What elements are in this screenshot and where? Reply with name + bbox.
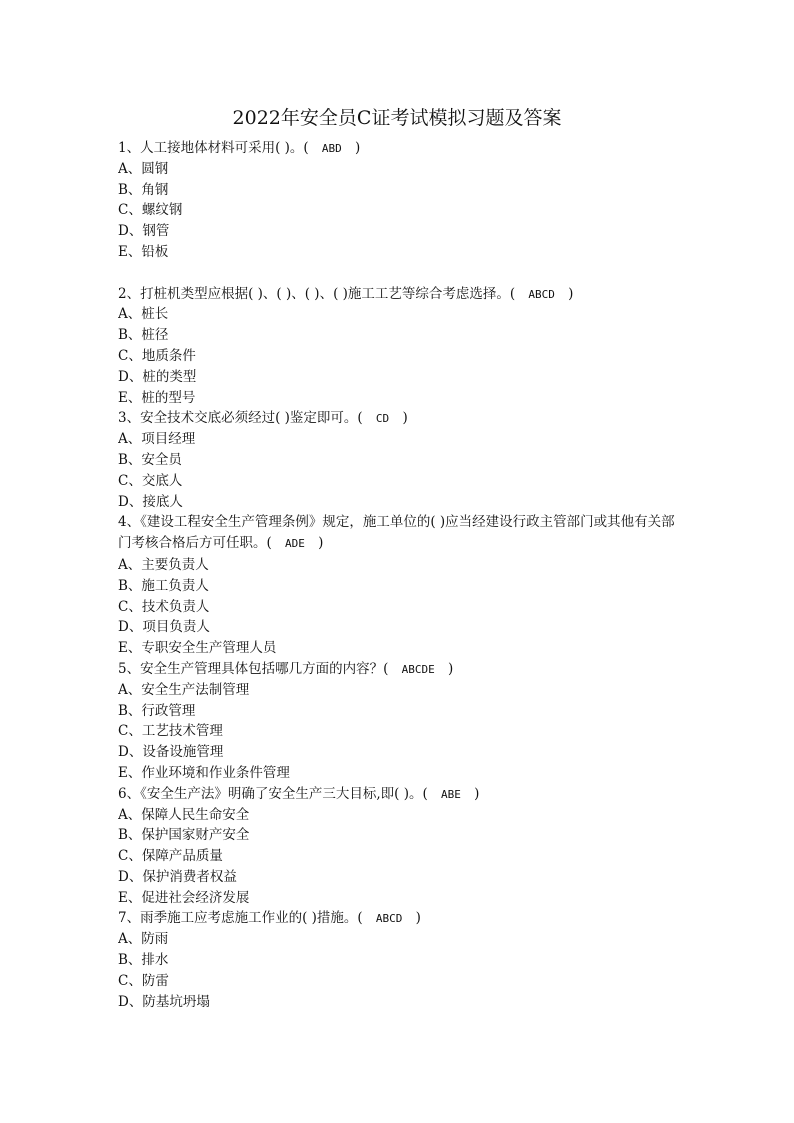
answer-close-paren: ) — [318, 535, 324, 552]
option-b: B、保护国家财产安全 — [118, 827, 250, 844]
option-d: D、项目负责人 — [118, 619, 210, 636]
question-stem — [118, 908, 684, 929]
answer-key: ABD — [308, 142, 356, 155]
option-e: E、铅板 — [118, 243, 169, 260]
answer-key: ABE — [427, 787, 475, 801]
answer-close-paren: ) — [415, 910, 421, 927]
question-stem — [118, 138, 684, 159]
option-b: B、施工负责人 — [118, 577, 209, 594]
answer-close-paren: ) — [355, 140, 361, 156]
question-7 — [118, 908, 684, 1012]
answer-key: ABCD — [362, 912, 416, 926]
option-c: C、技术负责人 — [118, 598, 210, 615]
option-d: D、接底人 — [118, 493, 183, 510]
question-text: 4、《建设工程安全生产管理条例》规定，施工单位的( )应当经建设行政主管部门或其他有关部门考核合格后方可任职。( — [118, 514, 675, 552]
option-b: B、桩径 — [118, 327, 169, 344]
option-c: C、防雷 — [118, 972, 169, 989]
question-stem — [118, 408, 684, 429]
option-d: D、防基坑坍塌 — [118, 993, 210, 1010]
option-d: D、桩的类型 — [118, 368, 197, 385]
document-title: 2022年安全员C证考试模拟习题及答案 — [232, 107, 562, 129]
question-stem — [118, 512, 684, 555]
question-text: 5、安全生产管理具体包括哪几方面的内容？( — [118, 660, 389, 677]
option-c: C、交底人 — [118, 472, 183, 489]
option-a: A、圆钢 — [118, 160, 169, 177]
option-e: E、作业环境和作业条件管理 — [118, 764, 290, 781]
option-a: A、安全生产法制管理 — [118, 681, 250, 698]
question-3 — [118, 408, 684, 512]
question-text: 1、人工接地体材料可采用( )。( — [118, 140, 309, 156]
question-6 — [118, 784, 684, 909]
blank-line — [118, 263, 684, 284]
question-stem — [118, 284, 684, 305]
option-a: A、桩长 — [118, 306, 169, 323]
option-a: A、主要负责人 — [118, 556, 209, 573]
question-4 — [118, 512, 684, 659]
option-c: C、工艺技术管理 — [118, 723, 223, 740]
option-a: A、项目经理 — [118, 431, 196, 448]
answer-key: ABCDE — [388, 662, 448, 676]
answer-key: ABCD — [515, 287, 569, 301]
option-e: E、专职安全生产管理人员 — [118, 640, 277, 657]
option-c: C、保障产品质量 — [118, 848, 223, 865]
question-text: 3、安全技术交底必须经过( )鉴定即可。( — [118, 410, 363, 427]
answer-close-paren: ) — [474, 785, 480, 802]
option-c: C、螺纹钢 — [118, 202, 183, 219]
answer-close-paren: ) — [402, 410, 408, 427]
answer-key: ADE — [271, 537, 319, 551]
option-a: A、防雨 — [118, 931, 169, 948]
question-list — [118, 138, 684, 1012]
option-d: D、设备设施管理 — [118, 744, 224, 761]
question-1 — [118, 138, 684, 263]
option-d: D、钢管 — [118, 223, 170, 240]
option-e: E、促进社会经济发展 — [118, 889, 250, 906]
question-text: 2、打桩机类型应根据( )、( )、( )、( )施工工艺等综合考虑选择。( — [118, 285, 516, 302]
answer-key: CD — [362, 412, 403, 426]
option-a: A、保障人民生命安全 — [118, 806, 250, 823]
question-text: 6、《安全生产法》明确了安全生产三大目标,即( )。( — [118, 785, 428, 802]
option-d: D、保护消费者权益 — [118, 868, 237, 885]
option-b: B、排水 — [118, 952, 169, 969]
question-stem — [118, 784, 684, 805]
question-text: 7、雨季施工应考虑施工作业的( )措施。( — [118, 910, 363, 927]
option-b: B、行政管理 — [118, 702, 196, 719]
option-b: B、角钢 — [118, 181, 169, 198]
question-5 — [118, 659, 684, 784]
option-c: C、地质条件 — [118, 347, 196, 364]
question-2 — [118, 284, 684, 409]
answer-close-paren: ) — [568, 285, 574, 302]
answer-close-paren: ) — [447, 660, 454, 677]
option-e: E、桩的型号 — [118, 389, 196, 406]
option-b: B、安全员 — [118, 451, 182, 468]
question-stem — [118, 659, 684, 680]
